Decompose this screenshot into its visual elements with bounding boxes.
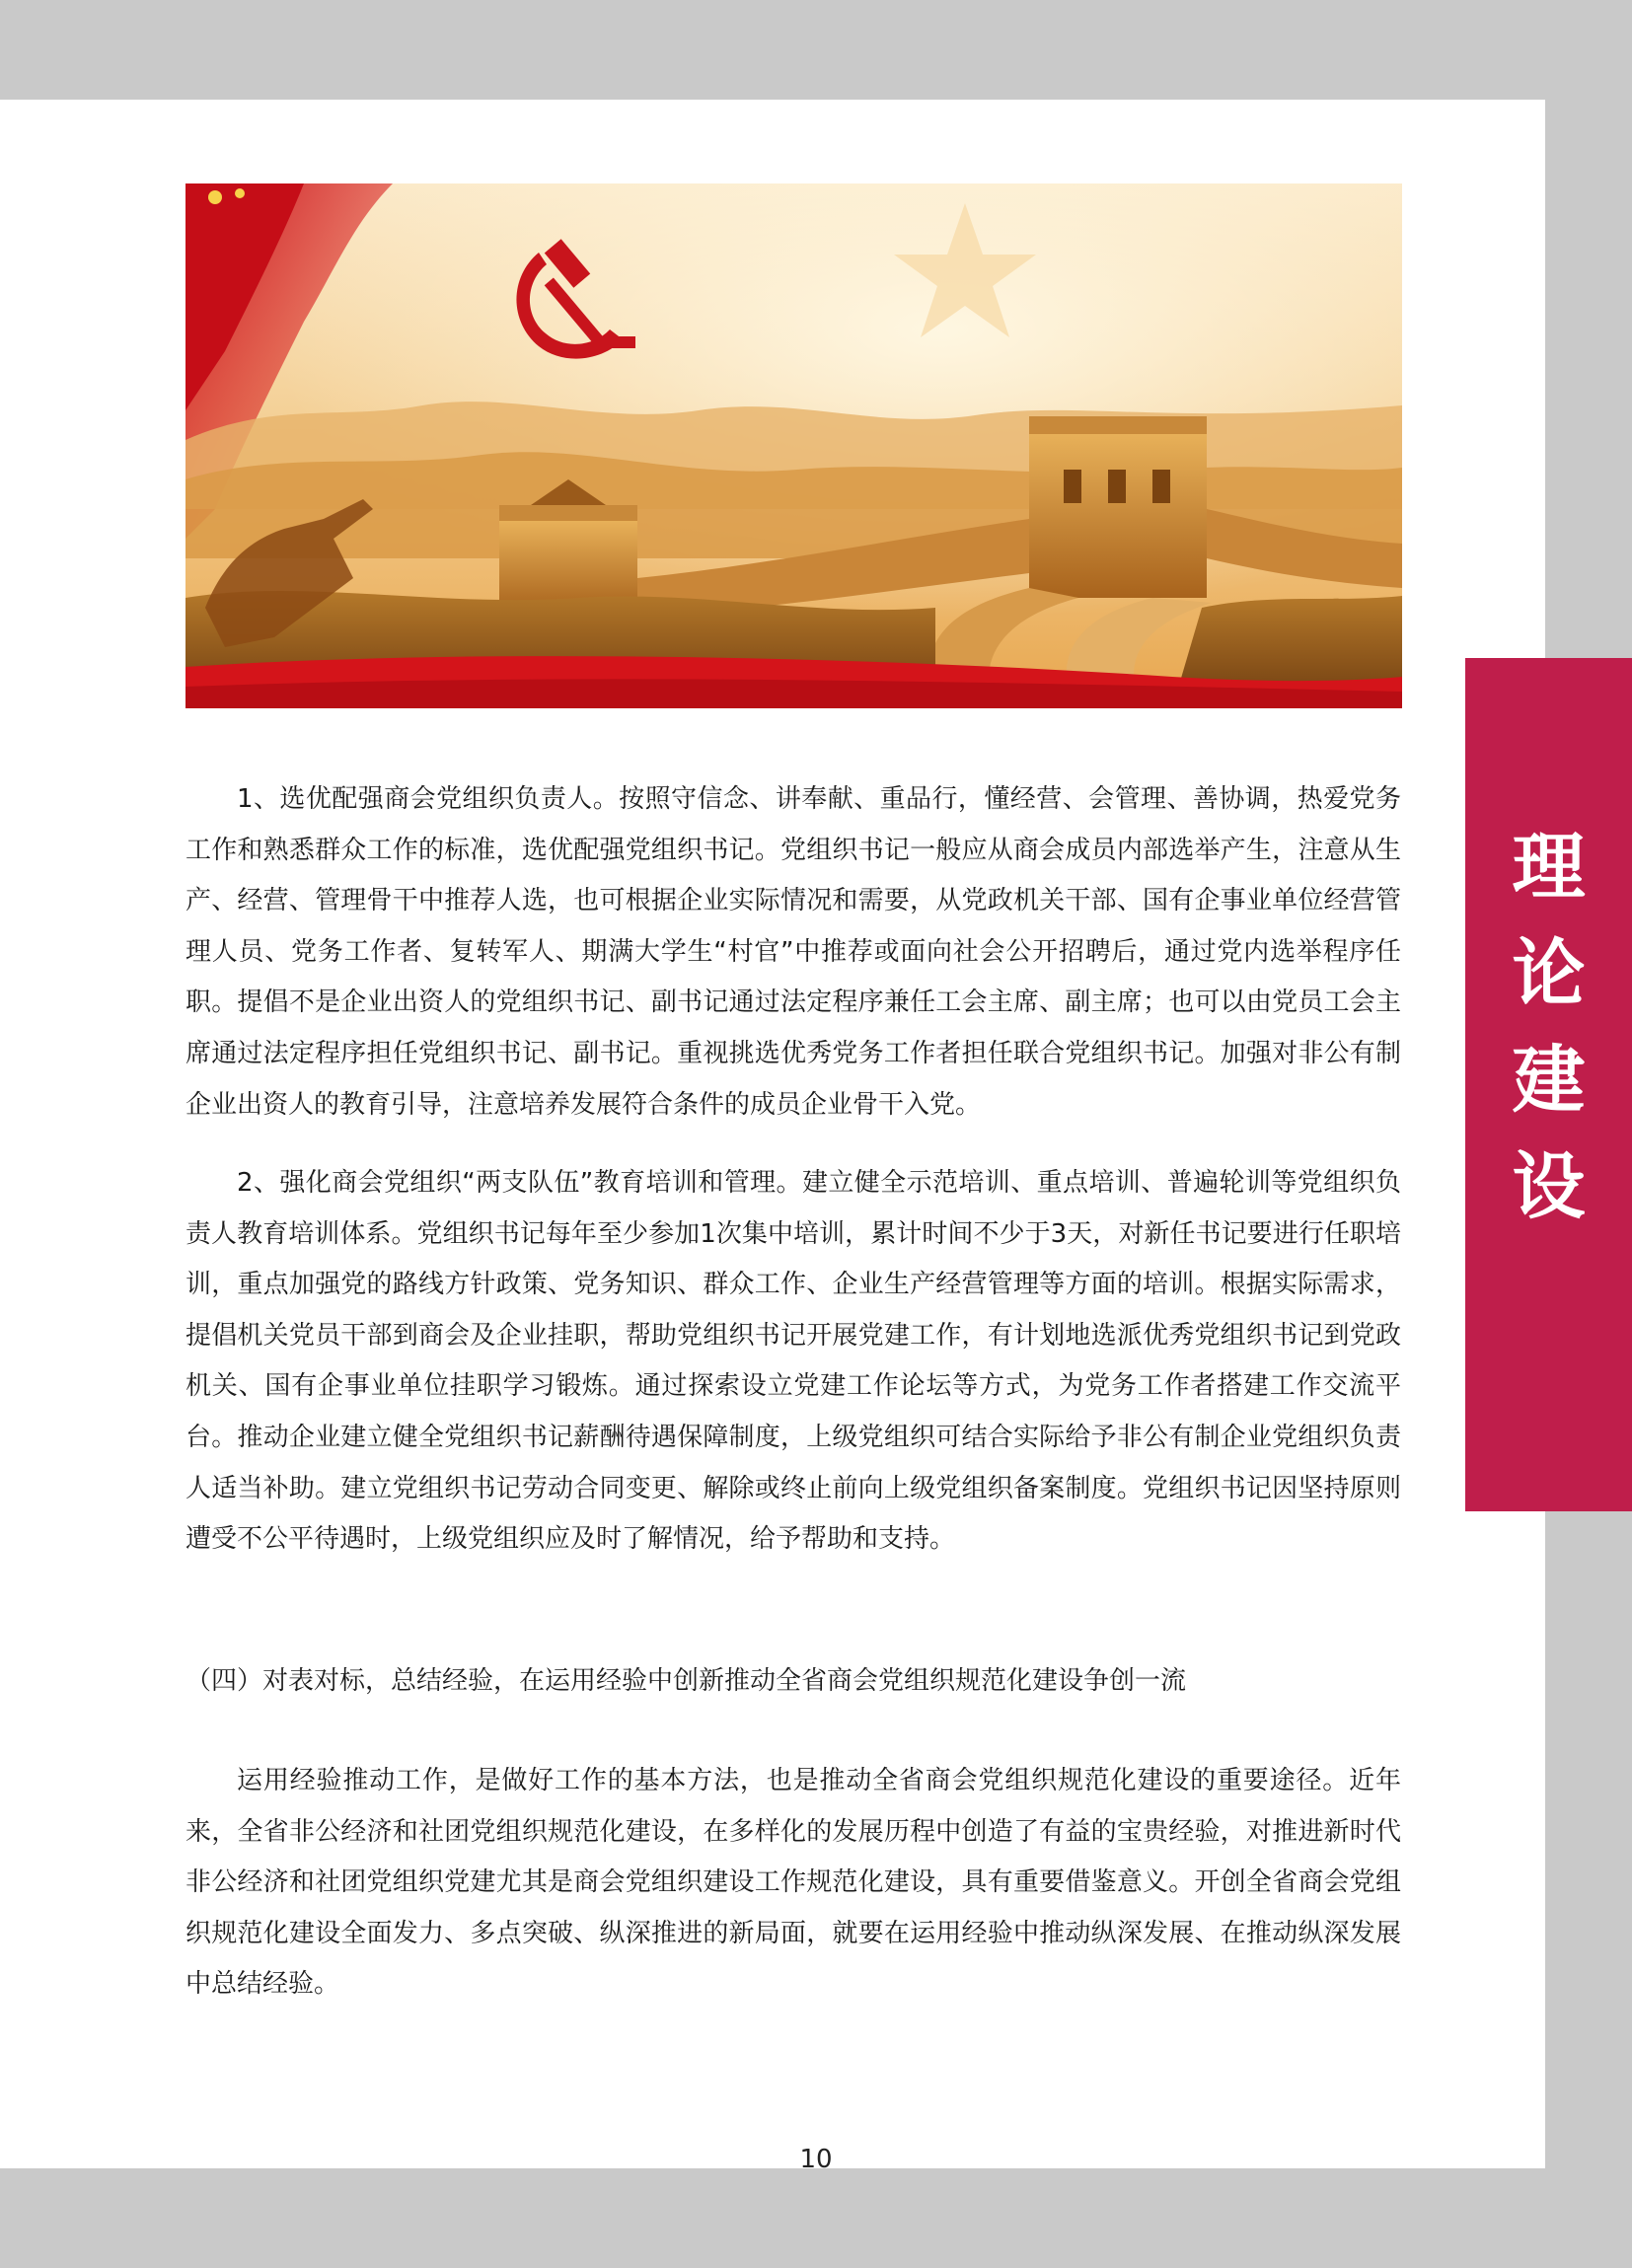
tab-char: 设 [1512, 1144, 1586, 1229]
section-tab-label [1465, 814, 1632, 1240]
section-heading-4: （四）对表对标，总结经验，在运用经验中创新推动全省商会党组织规范化建设争创一流 [185, 1666, 1187, 1696]
tab-char: 理 [1512, 825, 1586, 910]
paragraph-2: 2、强化商会党组织“两支队伍”教育培训和管理。建立健全示范培训、重点培训、普遍轮训等党组织负责人教育培训体系。党组织书记每年至少参加1次集中培训，累计时间不少于3天，对新任书记要进行任职培训，重点加强党的路线方针政策、党务知识、群众工作、企业生产经营管理等方面的培训。根据实际需求，提倡机关党员干部到商会及企业挂职，帮助党组织书记开展党建工作，有计划地选派优秀党组织书记到党政机关、国有企事业单位挂职学习锻炼。通过探索设立党建工作论坛等方式，为党务工作者搭建工作交流平台。推动企业建立健全党组织书记薪酬待遇保障制度，上级党组织可结合实际给予非公有制企业党组织负责人适当补助。建立党组织书记劳动合同变更、解除或终止前向上级党组织备案制度。党组织书记因坚持原则遭受不公平待遇时，上级党组织应及时了解情况，给予帮助和支持。 [185, 1168, 1401, 1555]
party-banner-image [185, 183, 1402, 708]
tab-char: 建 [1512, 1038, 1586, 1123]
paragraph-3: 运用经验推动工作，是做好工作的基本方法，也是推动全省商会党组织规范化建设的重要途径。近年来，全省非公经济和社团党组织规范化建设，在多样化的发展历程中创造了有益的宝贵经验，对推进新时代非公经济和社团党组织党建尤其是商会党组织建设工作规范化建设，具有重要借鉴意义。开创全省商会党组织规范化建设全面发力、多点突破、纵深推进的新局面，就要在运用经验中推动纵深发展、在推动纵深发展中总结经验。 [185, 1766, 1401, 2000]
page-number: 10 [799, 2145, 833, 2174]
tab-char: 论 [1512, 931, 1586, 1016]
page-sheet [0, 100, 1545, 2168]
section-side-tab [1465, 658, 1632, 1511]
paragraph-1: 1、选优配强商会党组织负责人。按照守信念、讲奉献、重品行，懂经营、会管理、善协调，热爱党务工作和熟悉群众工作的标准，选优配强党组织书记。党组织书记一般应从商会成员内部选举产生，注意从生产、经营、管理骨干中推荐人选，也可根据企业实际情况和需要，从党政机关干部、国有企事业单位经营管理人员、党务工作者、复转军人、期满大学生“村官”中推荐或面向社会公开招聘后，通过党内选举程序任职。提倡不是企业出资人的党组织书记、副书记通过法定程序兼任工会主席、副主席；也可以由党员工会主席通过法定程序担任党组织书记、副书记。重视挑选优秀党务工作者担任联合党组织书记。加强对非公有制企业出资人的教育引导，注意培养发展符合条件的成员企业骨干入党。 [185, 784, 1401, 1120]
